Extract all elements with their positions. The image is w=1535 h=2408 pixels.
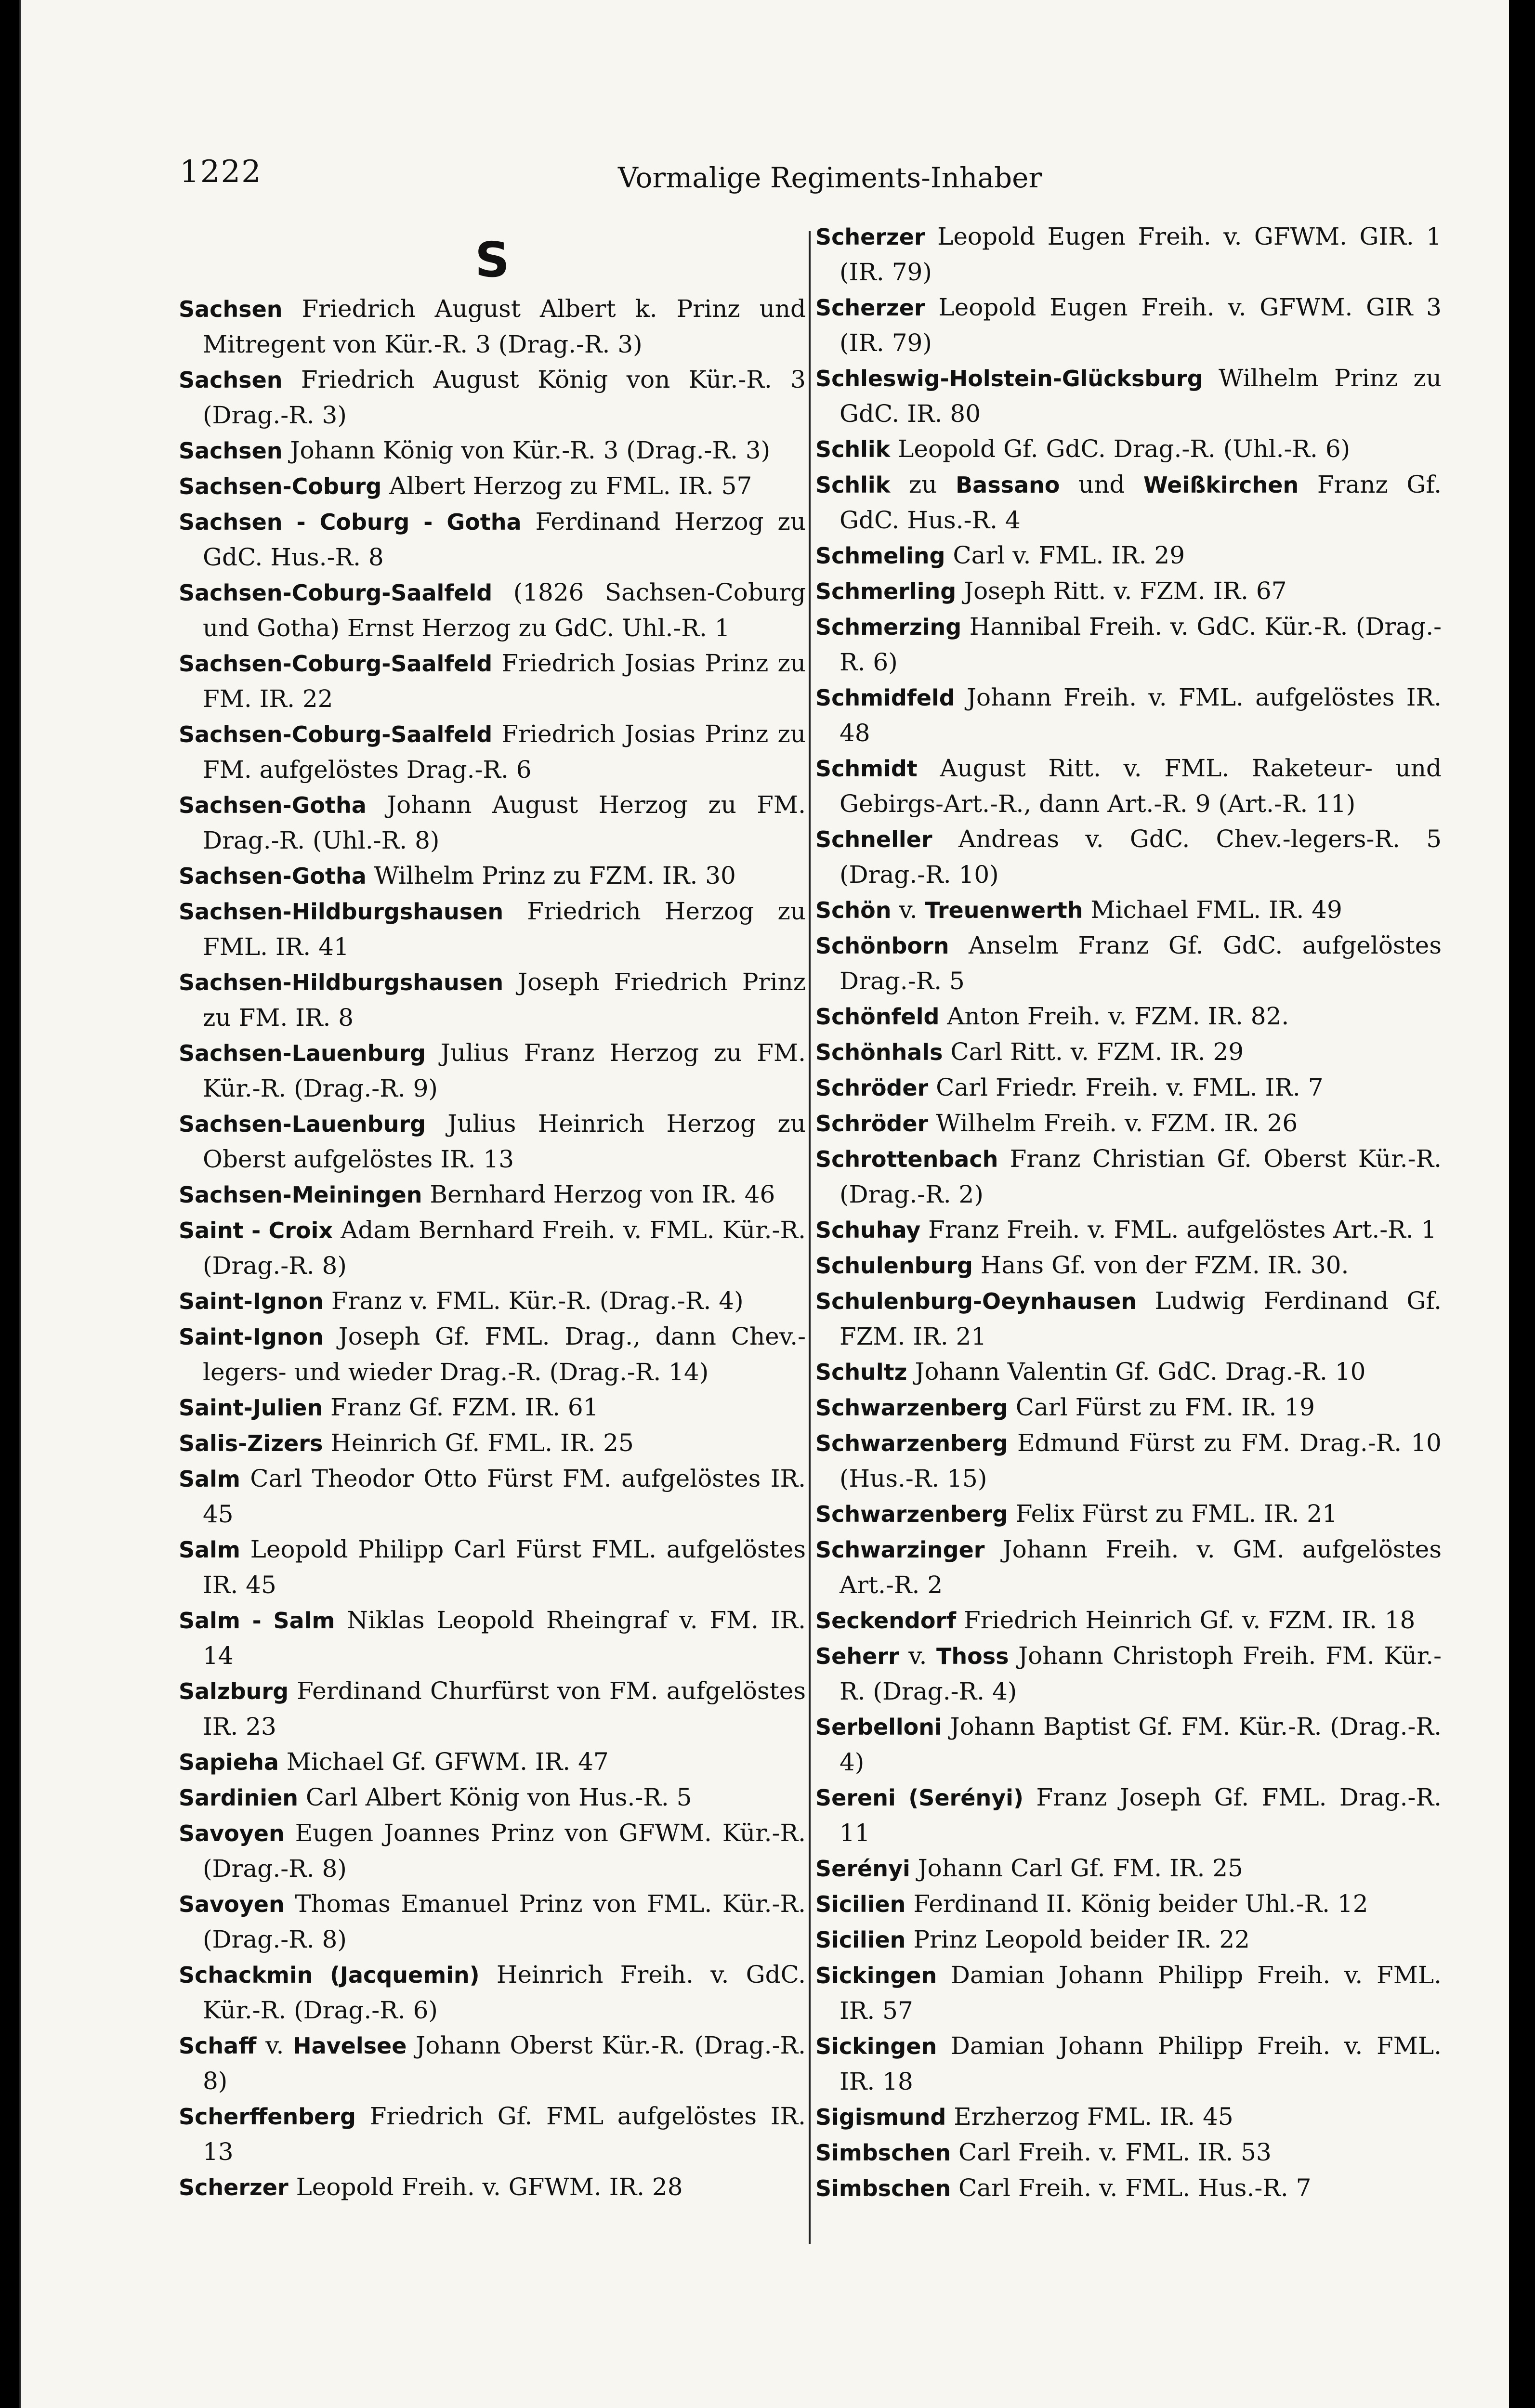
left-entries xyxy=(179,291,806,2205)
index-entry xyxy=(179,1603,806,1674)
index-entry xyxy=(179,1674,806,1744)
index-entry xyxy=(179,787,806,858)
entry-text: Johann Freih. v. GM. aufgelöstes Art.-R. 2 xyxy=(840,1535,1442,1599)
entry-text: Johann Valentin Gf. GdC. Drag.-R. 10 xyxy=(907,1358,1366,1386)
entry-text: Hannibal Freih. v. GdC. Kür.-R. (Drag.-R. 6) xyxy=(840,613,1442,676)
entry-text: Edmund Fürst zu FM. Drag.-R. 10 (Hus.-R. 15) xyxy=(840,1429,1442,1492)
index-entry xyxy=(179,2028,806,2099)
entry-text: Michael FML. IR. 49 xyxy=(1083,896,1342,924)
entry-name: Sachsen-Coburg-Saalfeld xyxy=(179,651,493,677)
index-entry xyxy=(179,469,806,504)
index-entry xyxy=(815,2171,1442,2206)
entry-text: Carl Fürst zu FM. IR. 19 xyxy=(1008,1393,1315,1421)
entry-name: Schulenburg-Oeynhausen xyxy=(815,1288,1137,1314)
entry-text: Carl Albert König von Hus.-R. 5 xyxy=(298,1783,692,1811)
entry-text: Joseph Friedrich Prinz zu FM. IR. 8 xyxy=(203,968,806,1032)
entry-text: Andreas v. GdC. Chev.-legers-R. 5 (Drag.-R. 10) xyxy=(840,825,1442,889)
running-head: Vormalige Regiments-Inhaber xyxy=(618,161,1042,194)
index-entry xyxy=(815,1390,1442,1426)
index-entry xyxy=(815,1106,1442,1141)
entry-name: Sachsen xyxy=(179,296,283,322)
entry-text: Leopold Eugen Freih. v. GFWM. GIR. 1 (IR. 79) xyxy=(840,222,1442,286)
entry-name: Schmidfeld xyxy=(815,685,955,711)
index-entry xyxy=(179,1957,806,2028)
entry-name: Scherzer xyxy=(815,295,925,321)
entry-text: Johann Baptist Gf. FM. Kür.-R. (Drag.-R. 4) xyxy=(840,1713,1442,1776)
index-entry xyxy=(815,1851,1442,1886)
entry-name: Sereni (Serényi) xyxy=(815,1785,1023,1811)
entry-name: Schmerling xyxy=(815,578,957,604)
entry-text: Julius Franz Herzog zu FM. Kür.-R. (Drag.-R. 9) xyxy=(203,1039,806,1102)
right-column xyxy=(815,219,1442,2206)
entry-name: Schönhals xyxy=(815,1039,943,1065)
index-entry xyxy=(179,965,806,1035)
entry-text: Franz Gf. FZM. IR. 61 xyxy=(323,1393,599,1421)
entry-text: Wilhelm Prinz zu FZM. IR. 30 xyxy=(366,862,736,890)
index-entry xyxy=(815,1532,1442,1603)
index-entry xyxy=(815,928,1442,999)
entry-text: Albert Herzog zu FML. IR. 57 xyxy=(381,472,752,500)
entry-text: August Ritt. v. FML. Raketeur- und Gebirgs-Art.-R., dann Art.-R. 9 (Art.-R. 11) xyxy=(840,754,1442,818)
entry-name: Scherzer xyxy=(179,2174,289,2200)
index-entry xyxy=(179,894,806,965)
index-entry xyxy=(179,362,806,433)
index-entry xyxy=(815,1354,1442,1390)
entry-text: Leopold Philipp Carl Fürst FML. aufgelöstes IR. 45 xyxy=(203,1535,806,1599)
entry-text: Hans Gf. von der FZM. IR. 30. xyxy=(972,1251,1349,1279)
index-entry xyxy=(815,1212,1442,1248)
entry-text: Johann Christoph Freih. FM. Kür.-R. (Drag.-R. 4) xyxy=(840,1642,1442,1705)
index-entry xyxy=(179,1213,806,1283)
entry-text: Wilhelm Prinz zu GdC. IR. 80 xyxy=(840,364,1442,428)
index-entry xyxy=(815,1638,1442,1709)
entry-name: Sachsen-Gotha xyxy=(179,792,367,818)
index-entry xyxy=(815,290,1442,361)
entry-text: Prinz Leopold beider IR. 22 xyxy=(905,1925,1250,1953)
index-entry xyxy=(179,1886,806,1957)
index-entry xyxy=(179,433,806,469)
entry-text: v. xyxy=(891,896,925,924)
index-entry xyxy=(815,1780,1442,1851)
entry-text: Franz Christian Gf. Oberst Kür.-R. (Drag.-R. 2) xyxy=(840,1145,1442,1208)
index-entry xyxy=(179,717,806,787)
index-entry xyxy=(815,1141,1442,1212)
entry-name: Simbschen xyxy=(815,2175,951,2201)
entry-name: Schmeling xyxy=(815,543,945,569)
entry-text: Leopold Gf. GdC. Drag.-R. (Uhl.-R. 6) xyxy=(890,435,1351,463)
index-entry xyxy=(815,361,1442,432)
entry-text: Friedrich Herzog zu FML. IR. 41 xyxy=(203,897,806,961)
index-entry xyxy=(179,1283,806,1319)
entry-name: Schmidt xyxy=(815,756,918,782)
entry-name: Sardinien xyxy=(179,1785,299,1811)
entry-name: Sachsen-Hildburgshausen xyxy=(179,899,504,925)
index-entry xyxy=(179,1426,806,1461)
entry-name: Seherr xyxy=(815,1643,899,1669)
entry-text: Carl Theodor Otto Fürst FM. aufgelöstes IR. 45 xyxy=(203,1465,806,1528)
index-entry xyxy=(815,2099,1442,2135)
entry-name: Sachsen-Meiningen xyxy=(179,1182,422,1208)
entry-text: Bernhard Herzog von IR. 46 xyxy=(422,1180,775,1208)
entry-name: Schleswig-Holstein-Glücksburg xyxy=(815,366,1203,392)
entry-name: Schulenburg xyxy=(815,1253,973,1279)
entry-text: Johann Carl Gf. FM. IR. 25 xyxy=(910,1854,1243,1882)
entry-name: Saint - Croix xyxy=(179,1217,333,1243)
entry-text: und xyxy=(1060,471,1144,498)
entry-name: Simbschen xyxy=(815,2140,951,2166)
index-entry xyxy=(179,291,806,362)
entry-name: Sachsen-Lauenburg xyxy=(179,1111,426,1137)
entry-name: Sachsen xyxy=(179,367,283,393)
index-entry xyxy=(815,432,1442,467)
entry-name: Salm - Salm xyxy=(179,1608,335,1634)
entry-name: Sickingen xyxy=(815,1963,937,1989)
entry-name: Schröder xyxy=(815,1075,929,1101)
entry-name: Sachsen-Coburg-Saalfeld xyxy=(179,580,493,606)
entry-name: Serényi xyxy=(815,1856,910,1882)
entry-name: Schwarzenberg xyxy=(815,1395,1008,1421)
entry-name: Sachsen-Lauenburg xyxy=(179,1040,426,1066)
index-entry xyxy=(815,680,1442,751)
entry-name: Sapieha xyxy=(179,1749,279,1775)
entry-name: Seckendorf xyxy=(815,1608,957,1634)
entry-name: Thoss xyxy=(936,1643,1009,1669)
entry-name: Serbelloni xyxy=(815,1714,942,1740)
index-entry xyxy=(179,1035,806,1106)
entry-name: Schultz xyxy=(815,1359,907,1385)
entry-text: Carl v. FML. IR. 29 xyxy=(945,541,1185,569)
entry-name: Sachsen xyxy=(179,438,283,464)
entry-name: Bassano xyxy=(956,472,1060,498)
index-entry xyxy=(815,1886,1442,1922)
entry-text: v. xyxy=(899,1642,936,1670)
index-entry xyxy=(179,2099,806,2170)
entry-text: Michael Gf. GFWM. IR. 47 xyxy=(278,1748,609,1776)
entry-name: Salm xyxy=(179,1537,240,1563)
entry-text: Eugen Joannes Prinz von GFWM. Kür.-R. (Drag.-R. 8) xyxy=(203,1819,806,1883)
entry-text: Friedrich Josias Prinz zu FM. aufgelöstes Drag.-R. 6 xyxy=(203,720,806,784)
entry-name: Treuenwerth xyxy=(925,897,1083,923)
entry-text: Johann König von Kür.-R. 3 (Drag.-R. 3) xyxy=(282,436,771,464)
index-entry xyxy=(815,1283,1442,1354)
entry-text: Ferdinand Herzog zu GdC. Hus.-R. 8 xyxy=(203,508,806,571)
entry-name: Sachsen - Coburg - Gotha xyxy=(179,509,522,535)
entry-text: Anton Freih. v. FZM. IR. 82. xyxy=(939,1002,1289,1030)
entry-text: Anselm Franz Gf. GdC. aufgelöstes Drag.-R. 5 xyxy=(840,931,1442,995)
index-entry xyxy=(179,1780,806,1816)
entry-text: Carl Freih. v. FML. IR. 53 xyxy=(951,2138,1272,2166)
entry-text: Carl Freih. v. FML. Hus.-R. 7 xyxy=(951,2174,1312,2202)
entry-text: Friedrich Gf. FML aufgelöstes IR. 13 xyxy=(203,2102,806,2166)
entry-name: Schmerzing xyxy=(815,614,962,640)
entry-text: v. xyxy=(256,2031,293,2059)
index-entry xyxy=(815,1070,1442,1106)
index-entry xyxy=(179,1106,806,1177)
index-entry xyxy=(815,999,1442,1034)
index-entry xyxy=(179,1319,806,1390)
entry-text: Leopold Freih. v. GFWM. IR. 28 xyxy=(288,2173,683,2201)
entry-text: zu xyxy=(890,471,956,498)
document-page xyxy=(19,0,1509,2408)
index-entry xyxy=(815,751,1442,822)
index-entry xyxy=(815,538,1442,574)
entry-name: Schneller xyxy=(815,826,932,852)
index-entry xyxy=(815,822,1442,892)
index-entry xyxy=(815,609,1442,680)
entry-text: Franz Gf. GdC. Hus.-R. 4 xyxy=(840,471,1442,534)
index-entry xyxy=(179,858,806,894)
entry-text: Johann Freih. v. FML. aufgelöstes IR. 48 xyxy=(840,683,1442,747)
entry-name: Sigismund xyxy=(815,2104,946,2130)
entry-name: Schwarzenberg xyxy=(815,1501,1008,1527)
entry-name: Sachsen-Coburg xyxy=(179,473,382,499)
entry-text: Franz Freih. v. FML. aufgelöstes Art.-R. 1 xyxy=(920,1216,1437,1243)
entry-name: Sickingen xyxy=(815,2033,937,2059)
entry-text: Leopold Eugen Freih. v. GFWM. GIR 3 (IR. 79) xyxy=(840,293,1442,357)
index-entry xyxy=(815,574,1442,609)
page-number: 1222 xyxy=(180,154,262,190)
index-entry xyxy=(815,1248,1442,1283)
entry-name: Savoyen xyxy=(179,1820,285,1846)
entry-name: Schröder xyxy=(815,1111,929,1137)
entry-text: Johann Oberst Kür.-R. (Drag.-R. 8) xyxy=(203,2031,806,2095)
entry-name: Saint-Ignon xyxy=(179,1288,324,1314)
entry-name: Salm xyxy=(179,1466,240,1492)
entry-name: Scherffenberg xyxy=(179,2104,356,2130)
entry-name: Schlik xyxy=(815,472,891,498)
entry-name: Schrottenbach xyxy=(815,1146,998,1172)
entry-name: Saint-Ignon xyxy=(179,1324,324,1350)
entry-name: Saint-Julien xyxy=(179,1395,323,1421)
index-entry xyxy=(815,467,1442,538)
index-entry xyxy=(815,2135,1442,2171)
entry-name: Schackmin (Jacquemin) xyxy=(179,1962,480,1988)
index-entry xyxy=(815,2028,1442,2099)
entry-name: Schuhay xyxy=(815,1217,921,1243)
entry-text: Heinrich Gf. FML. IR. 25 xyxy=(323,1429,634,1457)
entry-text: Friedrich Josias Prinz zu FM. IR. 22 xyxy=(203,649,806,713)
index-entry xyxy=(815,1496,1442,1532)
entry-name: Weißkirchen xyxy=(1143,472,1299,498)
entry-text: Friedrich August König von Kür.-R. 3 (Drag.-R. 3) xyxy=(203,366,806,429)
entry-text: Ferdinand Churfürst von FM. aufgelöstes IR. 23 xyxy=(203,1677,806,1741)
index-entry xyxy=(815,1603,1442,1638)
entry-name: Salis-Zizers xyxy=(179,1430,323,1456)
entry-text: Ludwig Ferdinand Gf. FZM. IR. 21 xyxy=(840,1287,1442,1350)
index-entry xyxy=(815,1709,1442,1780)
entry-name: Sicilien xyxy=(815,1891,906,1917)
index-entry xyxy=(815,1958,1442,2028)
entry-name: Sicilien xyxy=(815,1927,906,1953)
entry-text: Joseph Ritt. v. FZM. IR. 67 xyxy=(956,577,1287,605)
entry-text: Franz v. FML. Kür.-R. (Drag.-R. 4) xyxy=(323,1287,744,1315)
entry-text: Johann August Herzog zu FM. Drag.-R. (Uhl.-R. 8) xyxy=(203,791,806,854)
index-entry xyxy=(815,892,1442,928)
entry-text: Carl Ritt. v. FZM. IR. 29 xyxy=(943,1038,1244,1066)
index-entry xyxy=(179,1744,806,1780)
index-entry xyxy=(815,1426,1442,1496)
entry-name: Scherzer xyxy=(815,224,925,250)
entry-name: Savoyen xyxy=(179,1891,285,1917)
index-entry xyxy=(179,1532,806,1603)
index-entry xyxy=(815,1034,1442,1070)
entry-name: Schönborn xyxy=(815,933,949,959)
entry-name: Havelsee xyxy=(293,2033,407,2059)
entry-name: Schaff xyxy=(179,2033,257,2059)
entry-text: Julius Heinrich Herzog zu Oberst aufgelöstes IR. 13 xyxy=(203,1110,806,1173)
index-entry xyxy=(179,1390,806,1426)
index-entry xyxy=(815,1922,1442,1958)
entry-name: Schwarzenberg xyxy=(815,1430,1008,1456)
entry-name: Sachsen-Coburg-Saalfeld xyxy=(179,721,493,747)
entry-text: Friedrich August Albert k. Prinz und Mitregent von Kür.-R. 3 (Drag.-R. 3) xyxy=(203,295,806,358)
entry-name: Schön xyxy=(815,897,892,923)
entry-text: Niklas Leopold Rheingraf v. FM. IR. 14 xyxy=(203,1606,806,1670)
entry-name: Sachsen-Hildburgshausen xyxy=(179,969,504,995)
entry-text: Heinrich Freih. v. GdC. Kür.-R. (Drag.-R. 6) xyxy=(203,1961,806,2024)
entry-text: Friedrich Heinrich Gf. v. FZM. IR. 18 xyxy=(956,1606,1416,1634)
entry-text: (1826 Sachsen-Coburg und Gotha) Ernst Herzog zu GdC. Uhl.-R. 1 xyxy=(203,578,806,642)
entry-text: Erzherzog FML. IR. 45 xyxy=(946,2103,1233,2131)
index-entry xyxy=(179,504,806,575)
left-column xyxy=(179,219,806,2205)
entry-name: Salzburg xyxy=(179,1678,289,1704)
entry-name: Schwarzinger xyxy=(815,1537,985,1563)
entry-name: Sachsen-Gotha xyxy=(179,863,367,889)
entry-text: Damian Johann Philipp Freih. v. FML. IR. 18 xyxy=(840,2032,1442,2095)
index-entry xyxy=(179,575,806,646)
index-entry xyxy=(179,1177,806,1213)
entry-text: Joseph Gf. FML. Drag., dann Chev.-legers- und wieder Drag.-R. (Drag.-R. 14) xyxy=(203,1322,806,1386)
entry-text: Ferdinand II. König beider Uhl.-R. 12 xyxy=(905,1890,1368,1918)
entry-text: Carl Friedr. Freih. v. FML. IR. 7 xyxy=(928,1073,1324,1101)
index-entry xyxy=(179,2170,806,2205)
entry-name: Schlik xyxy=(815,436,891,462)
index-entry xyxy=(179,1816,806,1886)
column-divider xyxy=(809,231,811,2244)
right-entries xyxy=(815,219,1442,2206)
index-entry xyxy=(179,1461,806,1532)
entry-text: Adam Bernhard Freih. v. FML. Kür.-R. (Drag.-R. 8) xyxy=(203,1216,806,1280)
entry-text: Felix Fürst zu FML. IR. 21 xyxy=(1008,1500,1338,1528)
entry-text: Franz Joseph Gf. FML. Drag.-R. 11 xyxy=(840,1783,1442,1847)
section-letter: S xyxy=(474,232,510,288)
entry-name: Schönfeld xyxy=(815,1004,940,1030)
entry-text: Thomas Emanuel Prinz von FML. Kür.-R. (Drag.-R. 8) xyxy=(203,1890,806,1953)
index-entry xyxy=(815,219,1442,290)
entry-text: Wilhelm Freih. v. FZM. IR. 26 xyxy=(928,1109,1298,1137)
entry-text: Damian Johann Philipp Freih. v. FML. IR. 57 xyxy=(840,1961,1442,2025)
index-entry xyxy=(179,646,806,717)
